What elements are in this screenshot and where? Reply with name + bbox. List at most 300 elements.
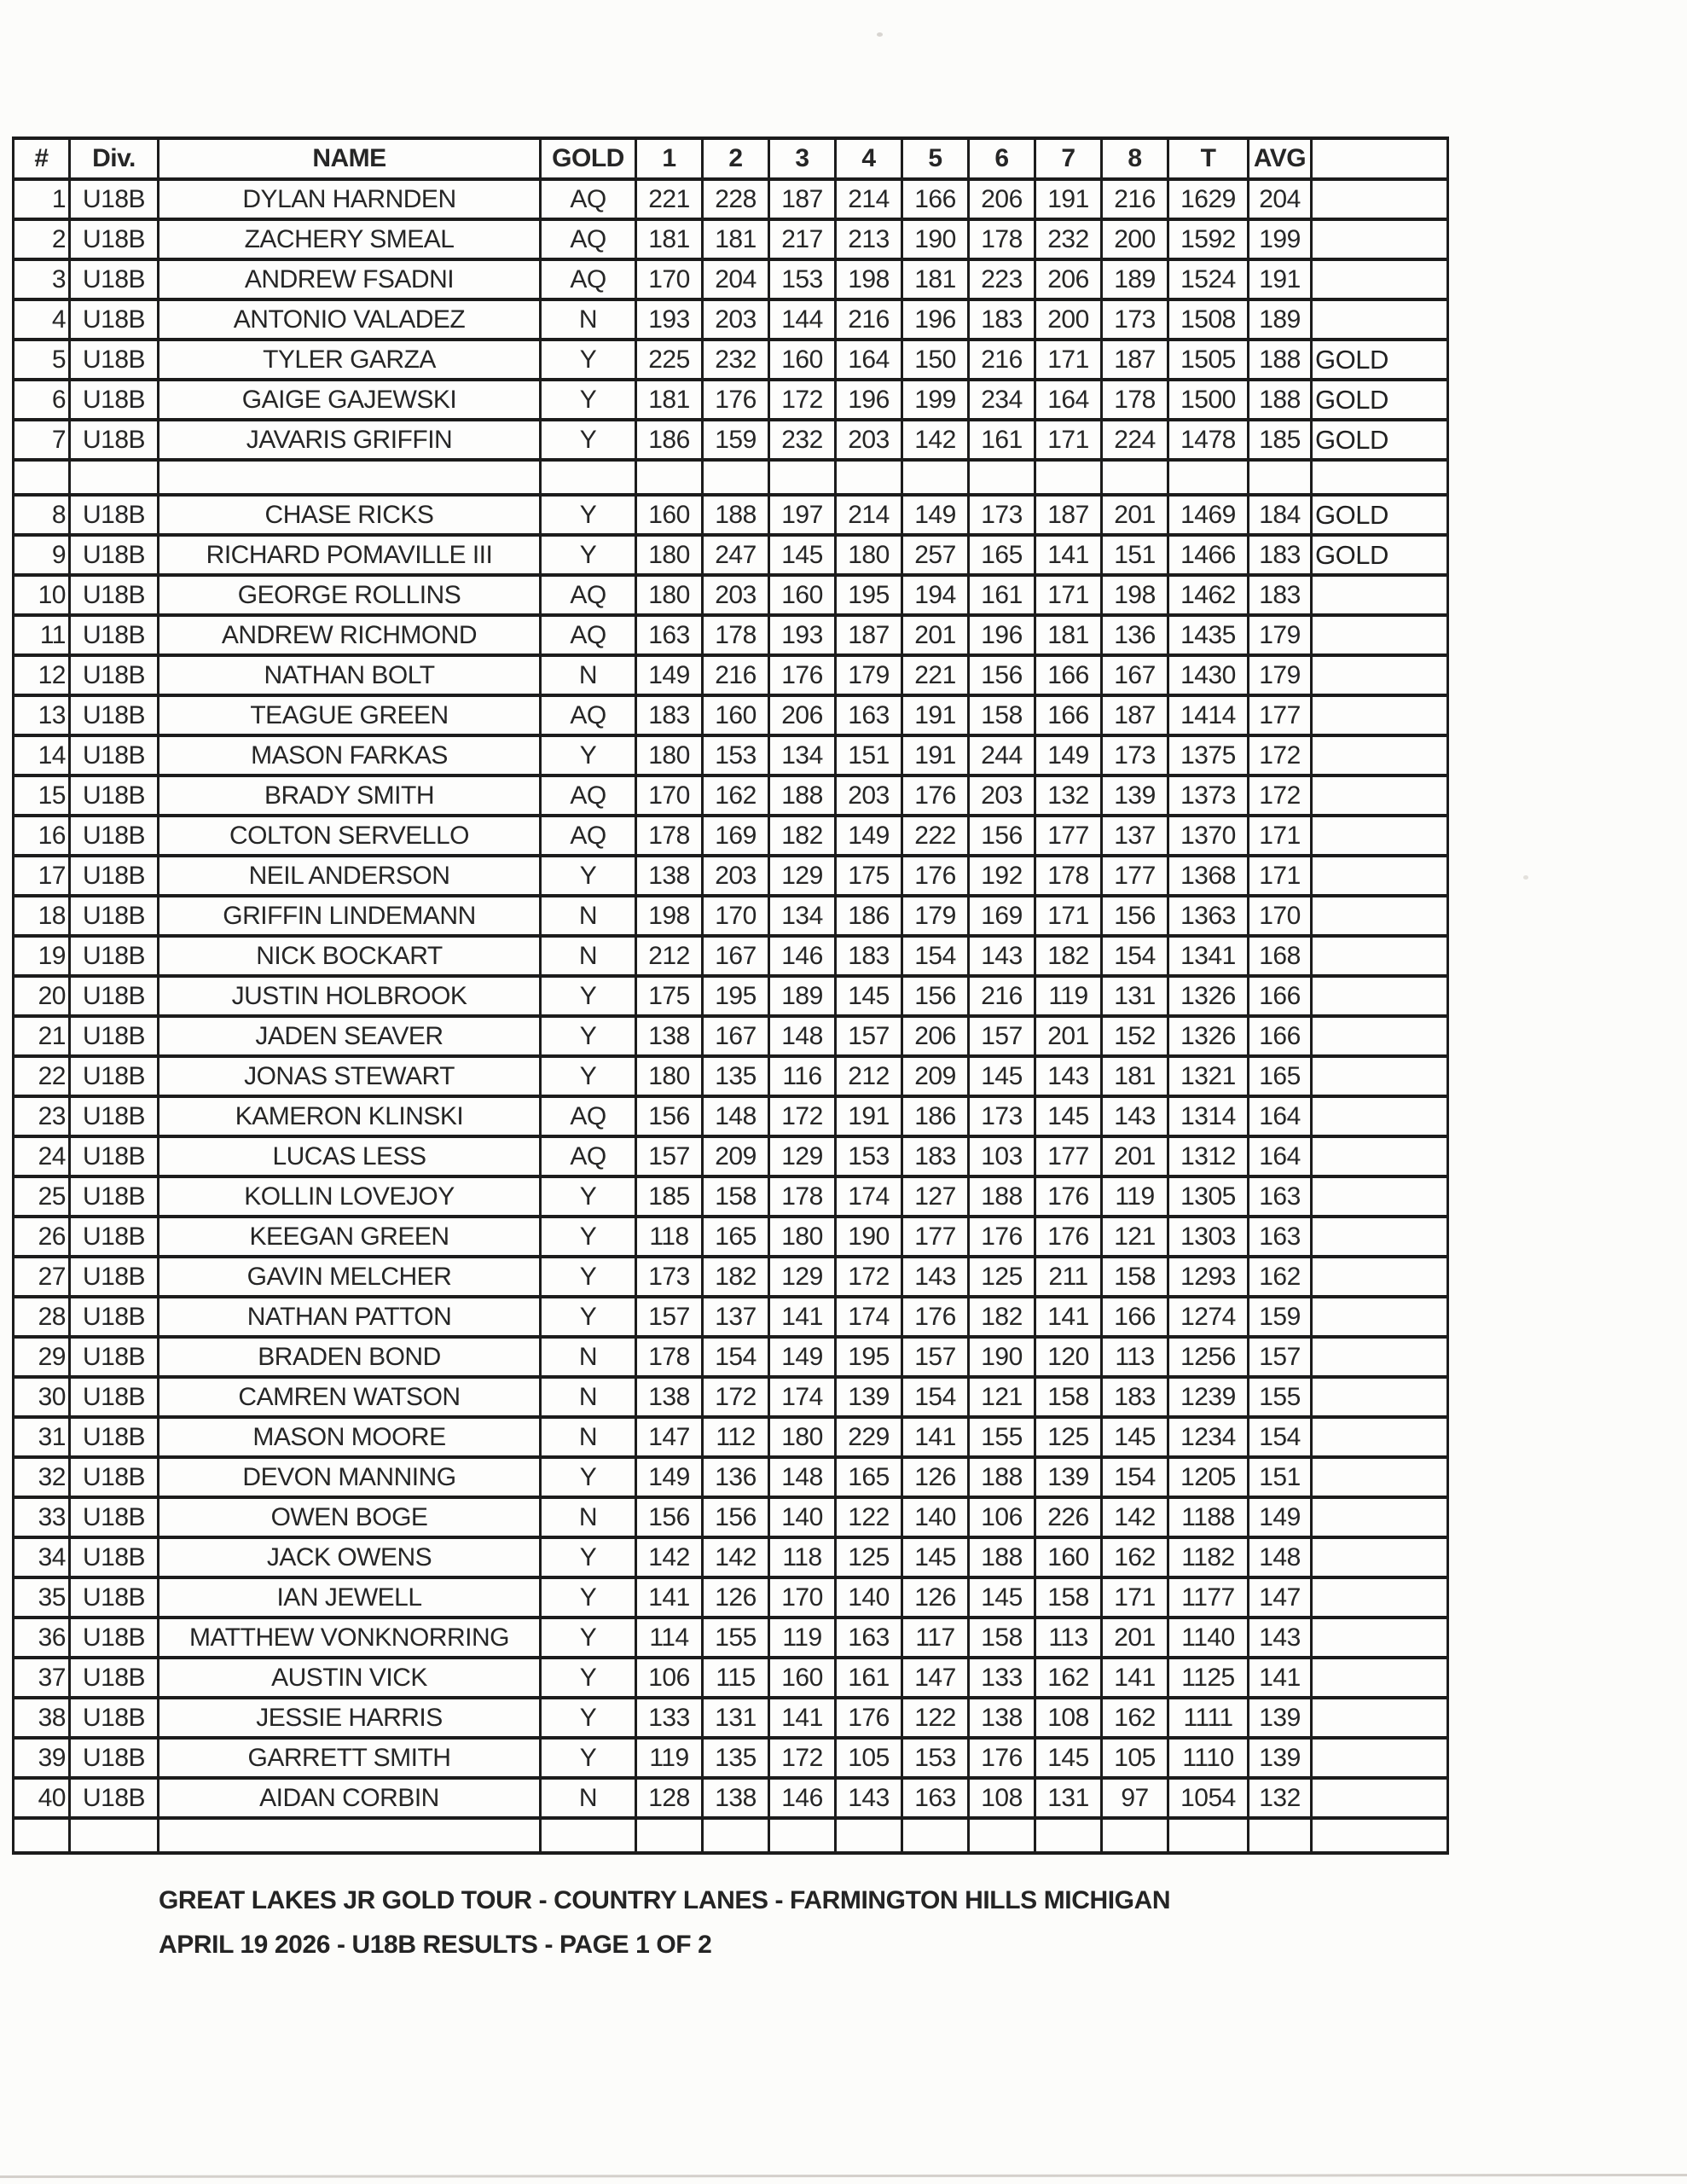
avg-cell: 164 <box>1249 1136 1312 1176</box>
gold-status-cell: Y <box>541 1698 636 1738</box>
gold-tag <box>1312 1176 1448 1217</box>
name-cell: ANDREW RICHMOND <box>159 615 541 655</box>
gold-status-cell <box>541 1818 636 1853</box>
name-cell: NEIL ANDERSON <box>159 856 541 896</box>
game-score-cell: 148 <box>703 1096 769 1136</box>
rank-cell: 12 <box>14 655 70 695</box>
gold-status-cell: AQ <box>541 219 636 259</box>
table-row <box>14 1016 1448 1056</box>
game-score-cell: 183 <box>836 936 902 976</box>
game-score-cell: 190 <box>969 1337 1035 1377</box>
game-score-cell: 143 <box>1102 1096 1168 1136</box>
division-cell: U18B <box>70 1577 159 1618</box>
game-score-cell: 131 <box>1102 976 1168 1016</box>
game-score-cell: 181 <box>1035 615 1102 655</box>
gold-tag <box>1312 615 1448 655</box>
game-score-cell: 147 <box>902 1658 969 1698</box>
total-cell: 1177 <box>1168 1577 1249 1618</box>
gold-status-cell: AQ <box>541 259 636 299</box>
gold-tag <box>1312 1096 1448 1136</box>
division-cell: U18B <box>70 695 159 735</box>
total-cell: 1478 <box>1168 420 1249 460</box>
game-score-cell: 141 <box>1035 1297 1102 1337</box>
rank-cell: 9 <box>14 535 70 575</box>
gold-status-cell: N <box>541 1377 636 1417</box>
avg-cell: 166 <box>1249 1016 1312 1056</box>
game-score-cell: 163 <box>836 695 902 735</box>
total-cell: 1205 <box>1168 1457 1249 1497</box>
table-row <box>14 575 1448 615</box>
game-score-cell: 172 <box>769 380 836 420</box>
gold-tag <box>1312 1618 1448 1658</box>
name-cell: ANTONIO VALADEZ <box>159 299 541 340</box>
game-score-cell: 122 <box>902 1698 969 1738</box>
game-score-cell: 190 <box>836 1217 902 1257</box>
rank-cell: 34 <box>14 1537 70 1577</box>
gold-tag <box>1312 655 1448 695</box>
rank-cell: 36 <box>14 1618 70 1658</box>
game-score-cell: 126 <box>902 1577 969 1618</box>
game-score-cell <box>902 460 969 495</box>
game-score-cell: 195 <box>836 575 902 615</box>
game-score-cell: 136 <box>1102 615 1168 655</box>
name-cell: AUSTIN VICK <box>159 1658 541 1698</box>
game-score-cell: 179 <box>836 655 902 695</box>
gold-tag <box>1312 1577 1448 1618</box>
spacer-row <box>14 460 1448 495</box>
game-score-cell: 170 <box>636 259 703 299</box>
table-row <box>14 615 1448 655</box>
gold-status-cell: Y <box>541 1056 636 1096</box>
division-cell: U18B <box>70 896 159 936</box>
rank-cell: 31 <box>14 1417 70 1457</box>
rank-cell: 30 <box>14 1377 70 1417</box>
avg-cell: 132 <box>1249 1778 1312 1818</box>
total-cell: 1435 <box>1168 615 1249 655</box>
column-header: T <box>1168 138 1249 179</box>
game-score-cell: 138 <box>636 1016 703 1056</box>
game-score-cell: 160 <box>769 340 836 380</box>
footer-line-2: APRIL 19 2026 - U18B RESULTS - PAGE 1 OF 2 <box>159 1931 712 1959</box>
game-score-cell: 153 <box>703 735 769 775</box>
game-score-cell: 209 <box>703 1136 769 1176</box>
gold-status-cell: Y <box>541 1618 636 1658</box>
table-row <box>14 936 1448 976</box>
avg-cell: 185 <box>1249 420 1312 460</box>
avg-cell: 143 <box>1249 1618 1312 1658</box>
name-cell: GAIGE GAJEWSKI <box>159 380 541 420</box>
game-score-cell: 125 <box>969 1257 1035 1297</box>
avg-cell: 166 <box>1249 976 1312 1016</box>
game-score-cell: 187 <box>1102 340 1168 380</box>
game-score-cell: 163 <box>902 1778 969 1818</box>
game-score-cell: 173 <box>1102 299 1168 340</box>
game-score-cell: 157 <box>836 1016 902 1056</box>
gold-tag <box>1312 695 1448 735</box>
avg-cell: 139 <box>1249 1738 1312 1778</box>
total-cell: 1239 <box>1168 1377 1249 1417</box>
game-score-cell: 178 <box>769 1176 836 1217</box>
gold-tag <box>1312 1136 1448 1176</box>
game-score-cell: 146 <box>769 1778 836 1818</box>
name-cell: AIDAN CORBIN <box>159 1778 541 1818</box>
game-score-cell: 153 <box>836 1136 902 1176</box>
game-score-cell: 180 <box>636 1056 703 1096</box>
name-cell: LUCAS LESS <box>159 1136 541 1176</box>
column-header: NAME <box>159 138 541 179</box>
rank-cell: 35 <box>14 1577 70 1618</box>
rank-cell: 33 <box>14 1497 70 1537</box>
column-header: 2 <box>703 138 769 179</box>
game-score-cell: 187 <box>1035 495 1102 535</box>
table-row <box>14 775 1448 816</box>
total-cell: 1305 <box>1168 1176 1249 1217</box>
game-score-cell: 154 <box>1102 936 1168 976</box>
total-cell: 1363 <box>1168 896 1249 936</box>
column-header: 5 <box>902 138 969 179</box>
division-cell: U18B <box>70 495 159 535</box>
column-header: AVG <box>1249 138 1312 179</box>
division-cell: U18B <box>70 936 159 976</box>
avg-cell: 151 <box>1249 1457 1312 1497</box>
game-score-cell <box>769 1818 836 1853</box>
table-row <box>14 179 1448 219</box>
gold-tag <box>1312 179 1448 219</box>
table-row <box>14 1698 1448 1738</box>
total-cell: 1505 <box>1168 340 1249 380</box>
game-score-cell: 234 <box>969 380 1035 420</box>
game-score-cell <box>1035 460 1102 495</box>
game-score-cell: 166 <box>1035 695 1102 735</box>
game-score-cell: 183 <box>1102 1377 1168 1417</box>
table-row <box>14 735 1448 775</box>
game-score-cell: 214 <box>836 179 902 219</box>
game-score-cell: 212 <box>836 1056 902 1096</box>
avg-cell <box>1249 460 1312 495</box>
game-score-cell: 138 <box>636 1377 703 1417</box>
game-score-cell: 226 <box>1035 1497 1102 1537</box>
game-score-cell: 191 <box>902 735 969 775</box>
game-score-cell: 228 <box>703 179 769 219</box>
game-score-cell: 176 <box>836 1698 902 1738</box>
table-row <box>14 1738 1448 1778</box>
avg-cell: 163 <box>1249 1176 1312 1217</box>
gold-status-cell: Y <box>541 1257 636 1297</box>
name-cell: GRIFFIN LINDEMANN <box>159 896 541 936</box>
game-score-cell: 216 <box>1102 179 1168 219</box>
game-score-cell: 154 <box>902 1377 969 1417</box>
table-row <box>14 1658 1448 1698</box>
game-score-cell: 214 <box>836 495 902 535</box>
game-score-cell: 145 <box>1035 1096 1102 1136</box>
gold-status-cell: Y <box>541 1738 636 1778</box>
game-score-cell: 141 <box>769 1297 836 1337</box>
game-score-cell: 182 <box>969 1297 1035 1337</box>
game-score-cell: 145 <box>836 976 902 1016</box>
avg-cell: 141 <box>1249 1658 1312 1698</box>
game-score-cell: 103 <box>969 1136 1035 1176</box>
game-score-cell: 182 <box>769 816 836 856</box>
gold-status-cell: AQ <box>541 816 636 856</box>
game-score-cell: 193 <box>636 299 703 340</box>
game-score-cell: 162 <box>1102 1698 1168 1738</box>
game-score-cell: 105 <box>1102 1738 1168 1778</box>
game-score-cell: 178 <box>1102 380 1168 420</box>
game-score-cell: 216 <box>836 299 902 340</box>
name-cell: JAVARIS GRIFFIN <box>159 420 541 460</box>
name-cell: GAVIN MELCHER <box>159 1257 541 1297</box>
gold-status-cell: AQ <box>541 615 636 655</box>
game-score-cell: 206 <box>769 695 836 735</box>
total-cell: 1629 <box>1168 179 1249 219</box>
gold-status-cell: AQ <box>541 179 636 219</box>
gold-tag <box>1312 1016 1448 1056</box>
division-cell: U18B <box>70 655 159 695</box>
gold-status-cell: Y <box>541 420 636 460</box>
rank-cell: 20 <box>14 976 70 1016</box>
gold-tag <box>1312 1337 1448 1377</box>
game-score-cell: 188 <box>703 495 769 535</box>
gold-tag <box>1312 976 1448 1016</box>
game-score-cell: 190 <box>902 219 969 259</box>
game-score-cell: 154 <box>1102 1457 1168 1497</box>
division-cell: U18B <box>70 340 159 380</box>
rank-cell: 26 <box>14 1217 70 1257</box>
gold-tag <box>1312 816 1448 856</box>
total-cell: 1110 <box>1168 1738 1249 1778</box>
game-score-cell: 125 <box>1035 1417 1102 1457</box>
division-cell: U18B <box>70 259 159 299</box>
total-cell: 1125 <box>1168 1658 1249 1698</box>
rank-cell: 27 <box>14 1257 70 1297</box>
game-score-cell: 196 <box>902 299 969 340</box>
game-score-cell: 183 <box>969 299 1035 340</box>
name-cell: MASON MOORE <box>159 1417 541 1457</box>
game-score-cell: 189 <box>769 976 836 1016</box>
gold-status-cell: Y <box>541 1297 636 1337</box>
gold-tag <box>1312 1056 1448 1096</box>
table-row <box>14 976 1448 1016</box>
name-cell: ZACHERY SMEAL <box>159 219 541 259</box>
name-cell: BRADEN BOND <box>159 1337 541 1377</box>
game-score-cell: 183 <box>902 1136 969 1176</box>
division-cell: U18B <box>70 1738 159 1778</box>
game-score-cell: 198 <box>1102 575 1168 615</box>
name-cell: COLTON SERVELLO <box>159 816 541 856</box>
game-score-cell: 149 <box>769 1337 836 1377</box>
game-score-cell: 201 <box>1102 495 1168 535</box>
name-cell: JADEN SEAVER <box>159 1016 541 1056</box>
division-cell: U18B <box>70 1337 159 1377</box>
game-score-cell: 199 <box>902 380 969 420</box>
avg-cell <box>1249 1818 1312 1853</box>
game-score-cell: 186 <box>636 420 703 460</box>
game-score-cell: 142 <box>902 420 969 460</box>
game-score-cell: 177 <box>1035 816 1102 856</box>
total-cell: 1524 <box>1168 259 1249 299</box>
total-cell: 1182 <box>1168 1537 1249 1577</box>
gold-tag <box>1312 259 1448 299</box>
game-score-cell: 106 <box>969 1497 1035 1537</box>
game-score-cell: 176 <box>1035 1217 1102 1257</box>
game-score-cell: 115 <box>703 1658 769 1698</box>
game-score-cell: 129 <box>769 856 836 896</box>
game-score-cell: 118 <box>769 1537 836 1577</box>
gold-tag: GOLD <box>1312 535 1448 575</box>
avg-cell: 184 <box>1249 495 1312 535</box>
game-score-cell: 223 <box>969 259 1035 299</box>
division-cell: U18B <box>70 615 159 655</box>
game-score-cell: 162 <box>1102 1537 1168 1577</box>
name-cell: KOLLIN LOVEJOY <box>159 1176 541 1217</box>
game-score-cell: 200 <box>1035 299 1102 340</box>
game-score-cell: 119 <box>636 1738 703 1778</box>
table-row <box>14 695 1448 735</box>
division-cell: U18B <box>70 1136 159 1176</box>
division-cell: U18B <box>70 816 159 856</box>
game-score-cell: 203 <box>703 856 769 896</box>
column-header: 1 <box>636 138 703 179</box>
table-row <box>14 1056 1448 1096</box>
game-score-cell: 149 <box>636 655 703 695</box>
game-score-cell: 165 <box>836 1457 902 1497</box>
game-score-cell: 175 <box>836 856 902 896</box>
avg-cell: 172 <box>1249 775 1312 816</box>
game-score-cell: 174 <box>836 1297 902 1337</box>
game-score-cell: 167 <box>703 1016 769 1056</box>
gold-status-cell: AQ <box>541 695 636 735</box>
game-score-cell: 161 <box>969 575 1035 615</box>
gold-status-cell: Y <box>541 535 636 575</box>
game-score-cell: 160 <box>1035 1537 1102 1577</box>
avg-cell: 168 <box>1249 936 1312 976</box>
game-score-cell: 206 <box>1035 259 1102 299</box>
rank-cell: 7 <box>14 420 70 460</box>
scan-edge-artifact <box>0 2174 1687 2178</box>
game-score-cell: 169 <box>703 816 769 856</box>
rank-cell: 11 <box>14 615 70 655</box>
name-cell: JONAS STEWART <box>159 1056 541 1096</box>
game-score-cell: 195 <box>703 976 769 1016</box>
rank-cell <box>14 460 70 495</box>
game-score-cell <box>636 460 703 495</box>
game-score-cell: 176 <box>969 1217 1035 1257</box>
game-score-cell: 136 <box>703 1457 769 1497</box>
division-cell: U18B <box>70 1056 159 1096</box>
game-score-cell: 143 <box>902 1257 969 1297</box>
division-cell: U18B <box>70 1016 159 1056</box>
header-tag-spacer <box>1312 138 1448 179</box>
game-score-cell: 158 <box>969 1618 1035 1658</box>
avg-cell: 155 <box>1249 1377 1312 1417</box>
avg-cell: 149 <box>1249 1497 1312 1537</box>
table-row <box>14 420 1448 460</box>
total-cell: 1370 <box>1168 816 1249 856</box>
gold-status-cell <box>541 460 636 495</box>
game-score-cell: 194 <box>902 575 969 615</box>
game-score-cell: 181 <box>636 380 703 420</box>
gold-tag: GOLD <box>1312 420 1448 460</box>
game-score-cell: 181 <box>902 259 969 299</box>
division-cell: U18B <box>70 1537 159 1577</box>
game-score-cell: 247 <box>703 535 769 575</box>
avg-cell: 188 <box>1249 340 1312 380</box>
game-score-cell: 133 <box>636 1698 703 1738</box>
name-cell: KAMERON KLINSKI <box>159 1096 541 1136</box>
gold-tag <box>1312 1457 1448 1497</box>
game-score-cell: 126 <box>703 1577 769 1618</box>
game-score-cell <box>703 1818 769 1853</box>
rank-cell: 8 <box>14 495 70 535</box>
gold-tag <box>1312 219 1448 259</box>
avg-cell: 188 <box>1249 380 1312 420</box>
table-row <box>14 259 1448 299</box>
gold-tag <box>1312 1497 1448 1537</box>
division-cell: U18B <box>70 856 159 896</box>
division-cell: U18B <box>70 1377 159 1417</box>
game-score-cell: 143 <box>1035 1056 1102 1096</box>
game-score-cell: 141 <box>1102 1658 1168 1698</box>
game-score-cell: 158 <box>703 1176 769 1217</box>
game-score-cell: 149 <box>902 495 969 535</box>
game-score-cell <box>703 460 769 495</box>
gold-status-cell: Y <box>541 1577 636 1618</box>
division-cell: U18B <box>70 1457 159 1497</box>
table-row <box>14 219 1448 259</box>
gold-tag <box>1312 775 1448 816</box>
game-score-cell: 142 <box>703 1537 769 1577</box>
table-row <box>14 1618 1448 1658</box>
gold-tag: GOLD <box>1312 340 1448 380</box>
game-score-cell: 165 <box>703 1217 769 1257</box>
table-row <box>14 1497 1448 1537</box>
game-score-cell: 105 <box>836 1738 902 1778</box>
game-score-cell: 156 <box>1102 896 1168 936</box>
total-cell: 1375 <box>1168 735 1249 775</box>
total-cell: 1111 <box>1168 1698 1249 1738</box>
gold-status-cell: Y <box>541 380 636 420</box>
game-score-cell: 149 <box>636 1457 703 1497</box>
gold-status-cell: Y <box>541 1658 636 1698</box>
game-score-cell: 167 <box>703 936 769 976</box>
game-score-cell: 217 <box>769 219 836 259</box>
total-cell: 1368 <box>1168 856 1249 896</box>
rank-cell: 3 <box>14 259 70 299</box>
total-cell: 1466 <box>1168 535 1249 575</box>
gold-tag <box>1312 1297 1448 1337</box>
game-score-cell: 180 <box>636 535 703 575</box>
game-score-cell: 178 <box>636 1337 703 1377</box>
game-score-cell: 139 <box>836 1377 902 1417</box>
gold-tag <box>1312 299 1448 340</box>
table-row <box>14 1217 1448 1257</box>
game-score-cell: 181 <box>636 219 703 259</box>
game-score-cell <box>1102 1818 1168 1853</box>
game-score-cell: 171 <box>1035 896 1102 936</box>
game-score-cell: 171 <box>1102 1577 1168 1618</box>
game-score-cell: 157 <box>636 1136 703 1176</box>
gold-tag: GOLD <box>1312 495 1448 535</box>
game-score-cell: 224 <box>1102 420 1168 460</box>
game-score-cell: 175 <box>636 976 703 1016</box>
game-score-cell: 142 <box>1102 1497 1168 1537</box>
game-score-cell <box>1102 460 1168 495</box>
gold-tag <box>1312 575 1448 615</box>
game-score-cell: 150 <box>902 340 969 380</box>
game-score-cell: 172 <box>769 1096 836 1136</box>
game-score-cell: 191 <box>1035 179 1102 219</box>
game-score-cell: 143 <box>969 936 1035 976</box>
